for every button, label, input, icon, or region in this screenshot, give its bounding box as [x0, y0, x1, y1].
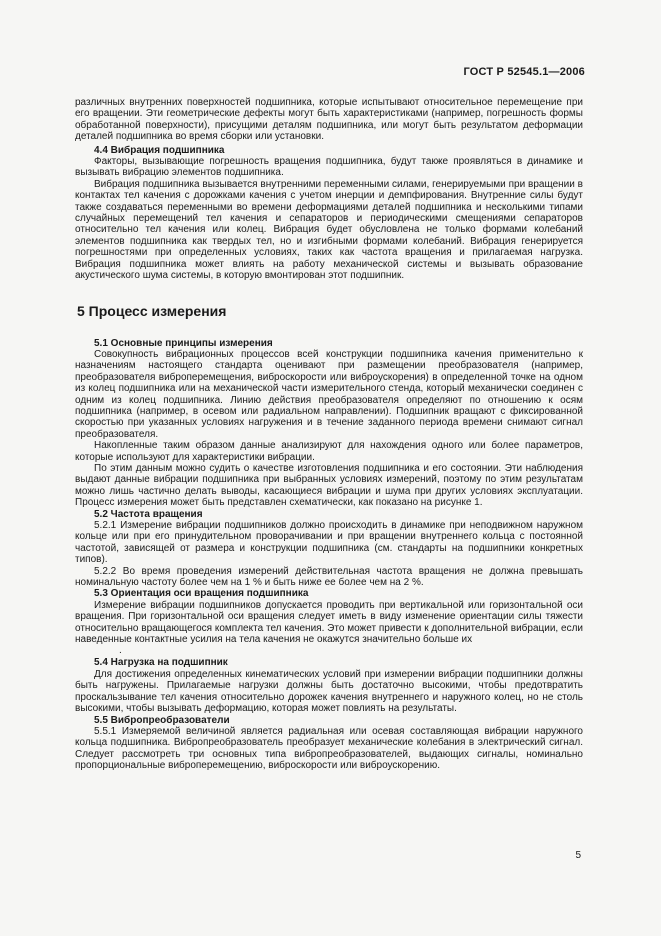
document-body — [75, 97, 583, 772]
section-5-5-heading: 5.5 Вибропреобразователи — [94, 714, 230, 726]
section-5-3-paragraph: Измерение вибрации подшипников допускается проводить при вертикальной или горизонтальной оси вращения. При горизонтальной оси вращения следует иметь в виду изменение ориентации силы тяжести относительно вращающегося комплекта тел качения. Это может привести к дополнительной вибрации, если наведенные контактные усилия на тела качения не окажутся значительно больше их — [75, 599, 583, 646]
section-4-4-heading: 4.4 Вибрация подшипника — [94, 144, 225, 156]
section-5-1-paragraph-1: Совокупность вибрационных процессов всей конструкции подшипника качения применительно к назначениям настоящего стандарта оценивают при размещении преобразователя (например, преобразователя виброперемещения, виброскорости или виброускорения) в определенной точке на одном из колец подшипника или на механической части измерительного стенда, который механически соединен с одним из колец подшипника. Линию действия преобразователя определяют по отношению к осям подшипника (например, в осевом или радиальном направлении). Подшипник вращают с фиксированной скоростью при указанных условиях нагружения и в течение заданного периода времени снимают сигнал преобразователя. — [75, 348, 583, 440]
section-5-4-heading: 5.4 Нагрузка на подшипник — [94, 657, 228, 669]
section-5-3-heading: 5.3 Ориентация оси вращения подшипника — [94, 588, 309, 600]
document-id-header: ГОСТ Р 52545.1—2006 — [463, 66, 585, 78]
section-5-1-paragraph-3: По этим данным можно судить о качестве изготовления подшипника и его состоянии. Эти наблюдения выдают данные вибрации подшипника при выбранных условиях измерений, поэтому по этим результатам можно лишь частично делать выводы, касающиеся вибрации и шума при других условиях эксплуатации. Процесс измерения может быть представлен схематически, как показано на рисунке 1. — [75, 462, 583, 509]
section-4-4-paragraph-2: Вибрация подшипника вызывается внутренними переменными силами, генерируемыми при вращении в контактах тел качения с дорожками качения с учетом инерции и демпфирования. Внутренние силы будут также создаваться переменными во времени деформациями деталей подшипника и несколькими типами случайных перемещений тел качения и сепараторов и периодическими смещениями сепараторов относительно тел качения или колец. Вибрация будет обусловлена не только формами колебаний элементов подшипника как твердых тел, но и изгибными формами колебаний. Вибрация генерируется погрешностями при определенных условиях, таких как частота вращения и прилагаемая нагрузка. Вибрация подшипника может влиять на работу механической системы и вызывать образование акустического шума системы, в которую вмонтирован этот подшипник. — [75, 178, 583, 282]
section-5-1-heading: 5.1 Основные принципы измерения — [94, 337, 273, 349]
section-5-2-2-paragraph: 5.2.2 Во время проведения измерений действительная частота вращения не должна превышать номинальную частоту более чем на 1 % и быть ниже ее более чем на 2 %. — [75, 565, 583, 589]
section-5-2-heading: 5.2 Частота вращения — [94, 508, 203, 520]
section-5-1-paragraph-2: Накопленные таким образом данные анализируют для нахождения одного или более параметров, которые используют для характеристики вибрации. — [75, 440, 583, 463]
section-5-4-paragraph: Для достижения определенных кинематических условий при измерении вибрации подшипники должны быть нагружены. Прилагаемые нагрузки должны быть достаточно высокими, чтобы предотвратить проскальзывание тел качения относительно дорожек качения внутреннего и наружного колец, но не столь высокими, чтобы вызывать деформацию, которая может повлиять на результаты. — [75, 668, 583, 715]
stray-period: . — [119, 645, 122, 657]
section-5-heading: 5 Процесс измерения — [77, 302, 227, 319]
intro-paragraph: различных внутренних поверхностей подшипника, которые испытывают относительное перемещение при его вращении. Эти геометрические дефекты могут быть характеристиками (например, погрешность формы обработанной поверхности), присущими деталям подшипника, или могут быть результатом деформации деталей подшипника во время сборки или установки. — [75, 97, 583, 143]
section-5-5-1-paragraph: 5.5.1 Измеряемой величиной является радиальная или осевая составляющая вибрации наружного кольца подшипника. Вибропреобразователь преобразует механические колебания в электрический сигнал. Следует рассмотреть три основных типа вибропреобразователей, выдающих сигналы, номинально пропорциональные виброперемещению, виброскорости или виброускорению. — [75, 725, 583, 772]
page-number: 5 — [575, 850, 581, 861]
section-5-2-1-paragraph: 5.2.1 Измерение вибрации подшипников должно происходить в динамике при неподвижном наружном кольце или при его принудительном проворачивании и при вращении внутреннего кольца с постоянной частотой, зависящей от размера и конструкции подшипника (см. стандарты на подшипники конкретных типов). — [75, 520, 583, 566]
section-4-4-paragraph-1: Факторы, вызывающие погрешность вращения подшипника, будут также проявляться в динамике и вызывать вибрацию элементов подшипника. — [75, 156, 583, 179]
